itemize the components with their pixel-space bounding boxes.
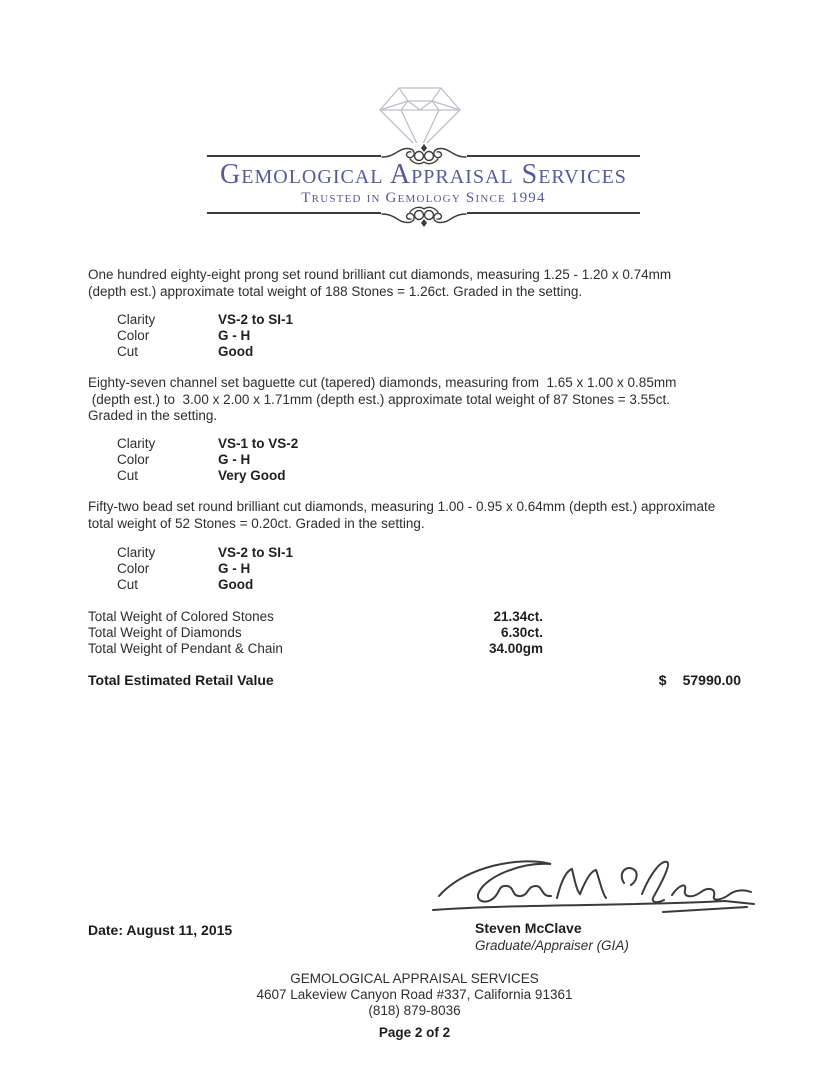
company-brand-title: Gemological Appraisal Services xyxy=(220,159,627,190)
footer-address: 4607 Lakeview Canyon Road #337, California 91361 xyxy=(256,987,573,1002)
total-retail-value-row xyxy=(88,672,741,688)
item-2-spec-table xyxy=(117,436,517,484)
totals-row-colored-stones xyxy=(88,609,588,625)
spec-value: Good xyxy=(218,344,254,359)
spec-value: G - H xyxy=(218,561,251,576)
spec-row-clarity xyxy=(117,312,517,328)
currency-symbol: $ xyxy=(658,672,667,688)
text-line: total weight of 52 Stones = 0.20ct. Graded in the setting. xyxy=(88,515,425,531)
spec-row-color xyxy=(117,561,517,577)
text-line: Eighty-seven channel set baguette cut (tapered) diamonds, measuring from 1.65 x 1.00 x 0.85mm xyxy=(88,375,677,390)
spec-value: VS-2 to SI-1 xyxy=(218,312,294,327)
spec-value: G - H xyxy=(218,328,251,343)
spec-row-clarity xyxy=(117,436,517,452)
item-2-description xyxy=(88,375,768,425)
spec-label: Color xyxy=(117,328,150,343)
totals-table xyxy=(88,609,588,657)
spec-label: Clarity xyxy=(117,545,156,560)
text-line: Fifty-two bead set round brilliant cut diamonds, measuring 1.00 - 0.95 x 0.64mm (depth est.) approximate xyxy=(88,499,716,514)
spec-row-cut xyxy=(117,577,517,593)
spec-label: Cut xyxy=(117,344,139,359)
spec-value: VS-2 to SI-1 xyxy=(218,545,294,560)
spec-row-clarity xyxy=(117,545,517,561)
item-1-spec-table xyxy=(117,312,517,360)
totals-value: 6.30ct. xyxy=(500,625,543,640)
diamond-icon xyxy=(374,82,466,152)
spec-row-cut xyxy=(117,344,517,360)
item-1-description xyxy=(88,267,768,300)
spec-value: Good xyxy=(218,577,254,592)
spec-value: G - H xyxy=(218,452,251,467)
totals-label: Total Weight of Pendant & Chain xyxy=(88,641,283,656)
spec-value: VS-1 to VS-2 xyxy=(218,436,299,451)
totals-value: 21.34ct. xyxy=(493,609,543,624)
text-line: Graded in the setting. xyxy=(88,408,218,423)
spec-label: Cut xyxy=(117,577,139,592)
signature-image xyxy=(425,854,760,926)
totals-row-pendant-chain xyxy=(88,641,588,657)
spec-label: Clarity xyxy=(117,312,156,327)
totals-row-diamonds xyxy=(88,625,588,641)
spec-row-cut xyxy=(117,468,517,484)
footer-contact-block xyxy=(0,971,829,1019)
spec-label: Cut xyxy=(117,468,139,483)
spec-value: Very Good xyxy=(218,468,286,483)
spec-label: Color xyxy=(117,452,150,467)
text-line: (depth est.) approximate total weight of 188 Stones = 1.26ct. Graded in the setting. xyxy=(88,283,583,299)
retail-value-amount: 57990.00 xyxy=(682,672,741,688)
spec-row-color xyxy=(117,452,517,468)
spec-label: Color xyxy=(117,561,150,576)
totals-label: Total Weight of Diamonds xyxy=(88,625,242,640)
appraisal-date: Date: August 11, 2015 xyxy=(88,922,233,938)
company-tagline: Trusted in Gemology Since 1994 xyxy=(301,190,546,206)
footer-company-name: GEMOLOGICAL APPRAISAL SERVICES xyxy=(290,971,539,986)
spec-label: Clarity xyxy=(117,436,156,451)
page-indicator: Page 2 of 2 xyxy=(378,1025,451,1040)
text-line: One hundred eighty-eight prong set round brilliant cut diamonds, measuring 1.25 - 1.20 x 0.74mm xyxy=(88,267,672,282)
appraiser-name: Steven McClave xyxy=(475,920,582,936)
footer-phone: (818) 879-8036 xyxy=(368,1003,461,1018)
spec-row-color xyxy=(117,328,517,344)
item-3-spec-table xyxy=(117,545,517,593)
totals-label: Total Weight of Colored Stones xyxy=(88,609,274,624)
retail-value-label: Total Estimated Retail Value xyxy=(88,672,274,688)
item-3-description xyxy=(88,499,768,532)
totals-value: 34.00gm xyxy=(488,641,543,656)
appraiser-title: Graduate/Appraiser (GIA) xyxy=(475,938,629,953)
text-line: (depth est.) to 3.00 x 2.00 x 1.71mm (depth est.) approximate total weight of 87 Stones = 3.55ct. xyxy=(88,391,670,407)
